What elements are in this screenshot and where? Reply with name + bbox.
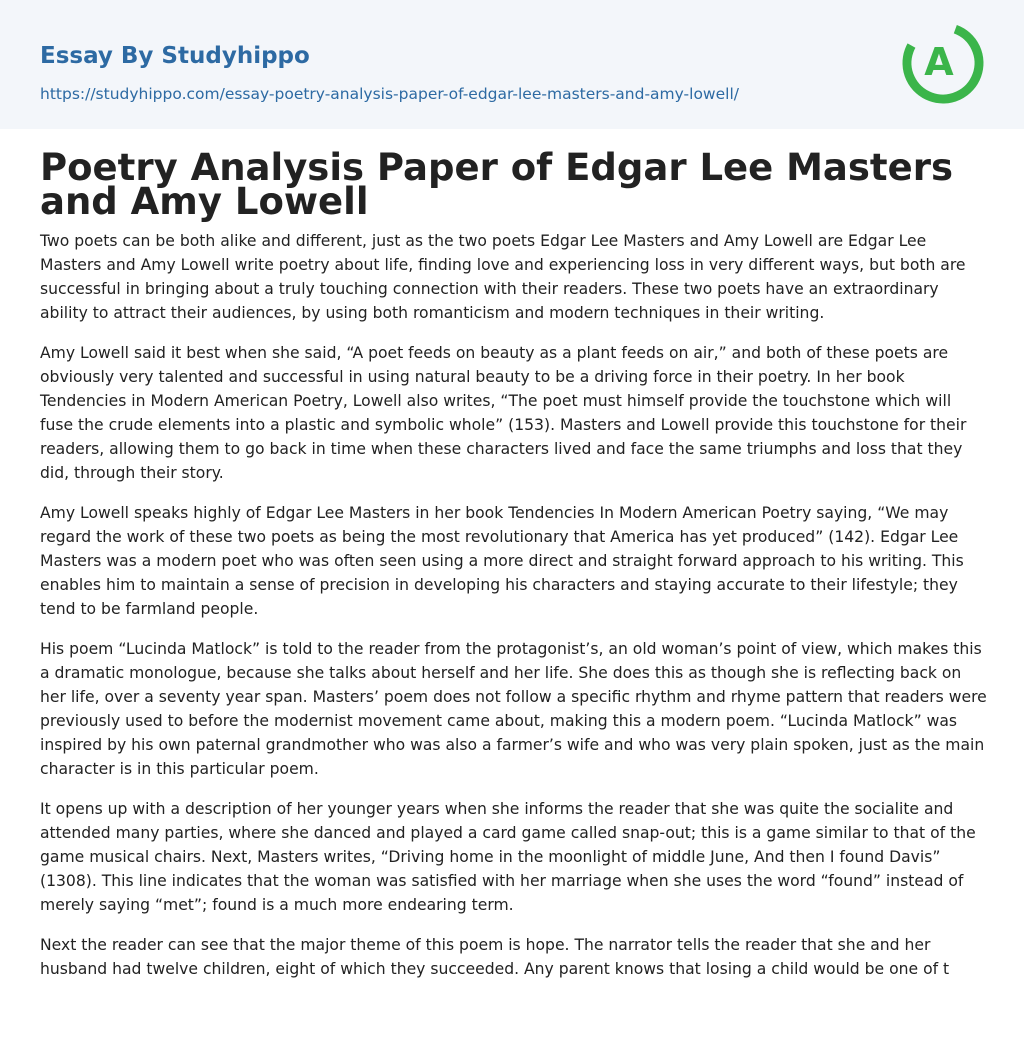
site-header bbox=[0, 0, 1024, 129]
paragraph: Two poets can be both alike and different, just as the two poets Edgar Lee Masters and Amy Lowell are Edgar Lee Masters and Amy Lowell write poetry about life, finding love and experiencing loss in very different ways, but both are successful in bringing about a truly touching connection with their readers. These two poets have an extraordinary ability to attract their audiences, by using both romanticism and modern techniques in their writing. bbox=[40, 232, 966, 322]
paragraph: It opens up with a description of her younger years when she informs the reader that she was quite the socialite and attended many parties, where she danced and played a card game called snap-out; this is a game similar to that of the game musical chairs. Next, Masters writes, “Driving home in the moonlight of middle June, And then I found Davis” (1308). This line indicates that the woman was satisfied with her marriage when she uses the word “found” instead of merely saying “met”; found is a much more endearing term. bbox=[40, 800, 976, 914]
paragraph: His poem “Lucinda Matlock” is told to the reader from the protagonist’s, an old woman’s point of view, which makes this a dramatic monologue, because she talks about herself and her life. She does this as though she is reflecting back on her life, over a seventy year span. Masters’ poem does not follow a specific rhythm and rhyme pattern that readers were previously used to before the modernist movement came about, making this a modern poem. “Lucinda Matlock” was inspired by his own paternal grandmother who was also a farmer’s wife and who was very plain spoken, just as the main character is in this particular poem. bbox=[40, 640, 987, 778]
site-title[interactable]: Essay By Studyhippo bbox=[40, 43, 310, 69]
article-url-link[interactable]: https://studyhippo.com/essay-poetry-analysis-paper-of-edgar-lee-masters-and-amy-lowell/ bbox=[40, 85, 739, 103]
paragraph: Amy Lowell said it best when she said, “A poet feeds on beauty as a plant feeds on air,” and both of these poets are obviously very talented and successful in using natural beauty to be a driving force in their poetry. In her book Tendencies in Modern American Poetry, Lowell also writes, “The poet must himself provide the touchstone which will fuse the crude elements into a plastic and symbolic whole” (153). Masters and Lowell provide this touchstone for their readers, allowing them to go back in time when these characters lived and face the same triumphs and loss that they did, through their story. bbox=[40, 344, 967, 482]
article-body bbox=[40, 229, 988, 997]
paragraph: Next the reader can see that the major theme of this poem is hope. The narrator tells the reader that she and her husband had twelve children, eight of which they succeeded. Any parent knows that losing a child would be one of t bbox=[40, 936, 950, 978]
article-header bbox=[40, 146, 990, 223]
logo-letter: A bbox=[924, 40, 954, 84]
studyhippo-logo-icon[interactable] bbox=[898, 18, 988, 108]
paragraph: Amy Lowell speaks highly of Edgar Lee Masters in her book Tendencies In Modern American Poetry saying, “We may regard the work of these two poets as being the most revolutionary that America has yet produced” (142). Edgar Lee Masters was a modern poet who was often seen using a more direct and straight forward approach to his writing. This enables him to maintain a sense of precision in developing his characters and staying accurate to their lifestyle; they tend to be farmland people. bbox=[40, 504, 964, 618]
page-title: Poetry Analysis Paper of Edgar Lee Masters and Amy Lowell bbox=[40, 146, 953, 223]
